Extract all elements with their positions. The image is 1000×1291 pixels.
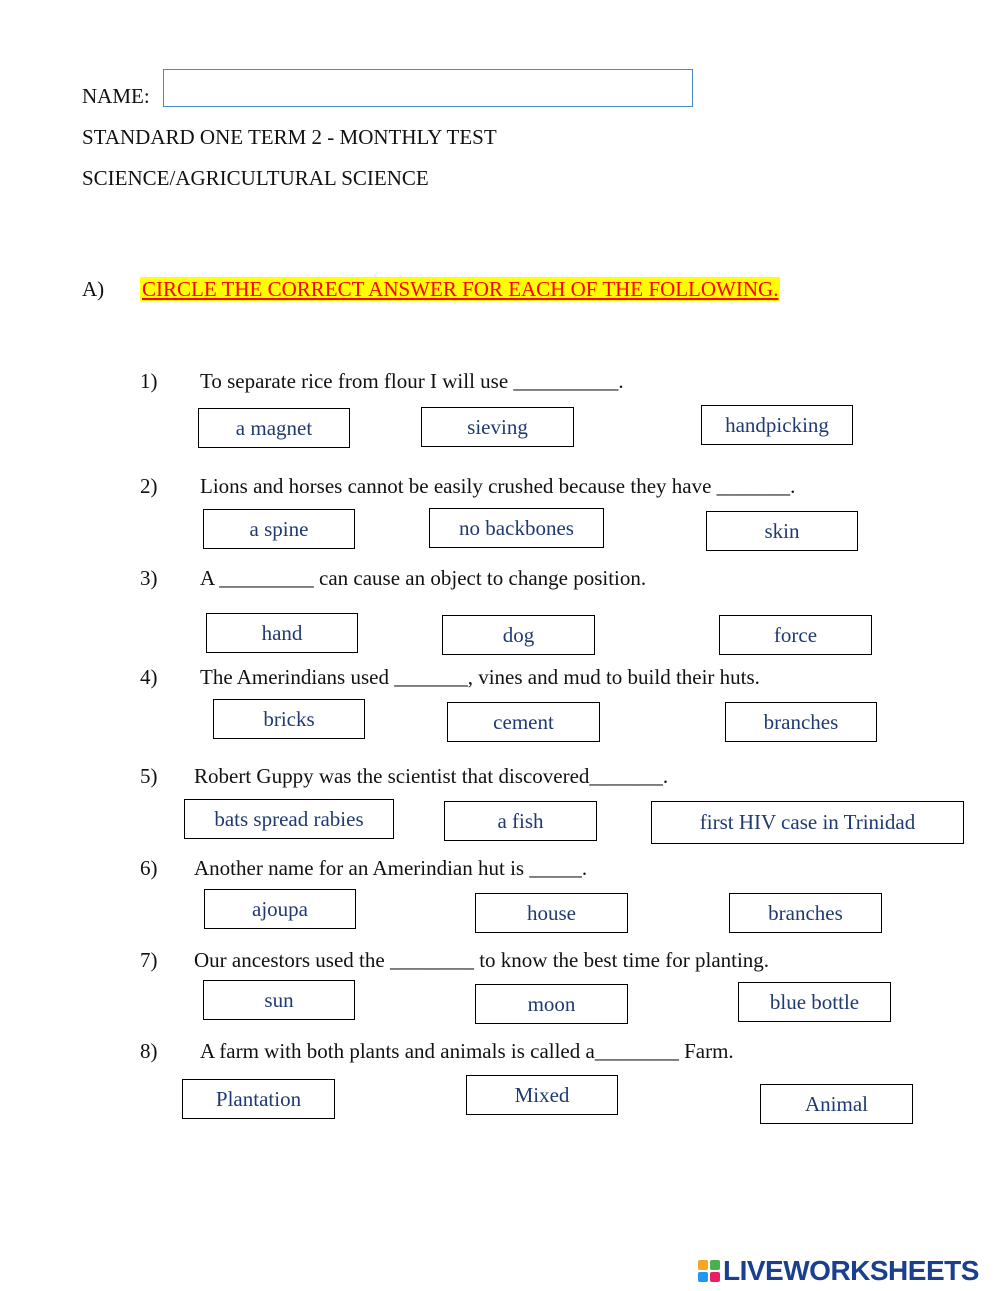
answer-option[interactable]: a magnet	[198, 408, 350, 448]
question-number: 6)	[140, 856, 158, 880]
answer-option[interactable]: Animal	[760, 1084, 913, 1124]
logo-text: LIVEWORKSHEETS	[723, 1255, 979, 1286]
answer-option[interactable]: first HIV case in Trinidad	[651, 801, 964, 844]
question-text: Robert Guppy was the scientist that discovered_______.	[194, 764, 669, 788]
answer-option[interactable]: cement	[447, 702, 600, 742]
question-text: The Amerindians used _______, vines and mud to build their huts.	[200, 665, 760, 689]
logo-cubes-icon	[698, 1260, 720, 1282]
instruction-text: CIRCLE THE CORRECT ANSWER FOR EACH OF THE FOLLOWING.	[142, 277, 779, 301]
answer-option[interactable]: sieving	[421, 407, 574, 447]
question-text: A farm with both plants and animals is called a________ Farm.	[200, 1039, 734, 1063]
question-text: Our ancestors used the ________ to know the best time for planting.	[194, 948, 770, 972]
question-number: 7)	[140, 948, 158, 972]
question-text: Another name for an Amerindian hut is _____.	[194, 856, 588, 880]
answer-option[interactable]: blue bottle	[738, 982, 891, 1022]
answer-option[interactable]: ajoupa	[204, 889, 356, 929]
question-number: 8)	[140, 1039, 158, 1063]
question-text: To separate rice from flour I will use __________.	[200, 369, 624, 393]
answer-option[interactable]: handpicking	[701, 405, 853, 445]
name-label: NAME:	[82, 84, 150, 108]
answer-option[interactable]: a fish	[444, 801, 597, 841]
question-text: A _________ can cause an object to change position.	[200, 566, 647, 590]
answer-option[interactable]: branches	[725, 702, 877, 742]
question-number: 2)	[140, 474, 158, 498]
question-number: 4)	[140, 665, 158, 689]
answer-option[interactable]: a spine	[203, 509, 355, 549]
section-instruction	[140, 277, 780, 301]
answer-option[interactable]: Mixed	[466, 1075, 618, 1115]
question-number: 5)	[140, 764, 158, 788]
answer-option[interactable]: moon	[475, 984, 628, 1024]
section-letter: A)	[82, 277, 105, 301]
answer-option[interactable]: branches	[729, 893, 882, 933]
answer-option[interactable]: force	[719, 615, 872, 655]
answer-option[interactable]: bricks	[213, 699, 365, 739]
question-number: 3)	[140, 566, 158, 590]
answer-option[interactable]: hand	[206, 613, 358, 653]
subject-title: SCIENCE/AGRICULTURAL SCIENCE	[82, 166, 429, 190]
answer-option[interactable]: skin	[706, 511, 858, 551]
name-input[interactable]	[163, 69, 693, 107]
answer-option[interactable]: Plantation	[182, 1079, 335, 1119]
question-number: 1)	[140, 369, 158, 393]
answer-option[interactable]: bats spread rabies	[184, 799, 394, 839]
answer-option[interactable]: sun	[203, 980, 355, 1020]
question-text: Lions and horses cannot be easily crushed because they have _______.	[200, 474, 796, 498]
liveworksheets-logo	[698, 1256, 979, 1286]
answer-option[interactable]: dog	[442, 615, 595, 655]
test-title: STANDARD ONE TERM 2 - MONTHLY TEST	[82, 125, 497, 149]
answer-option[interactable]: house	[475, 893, 628, 933]
answer-option[interactable]: no backbones	[429, 508, 604, 548]
